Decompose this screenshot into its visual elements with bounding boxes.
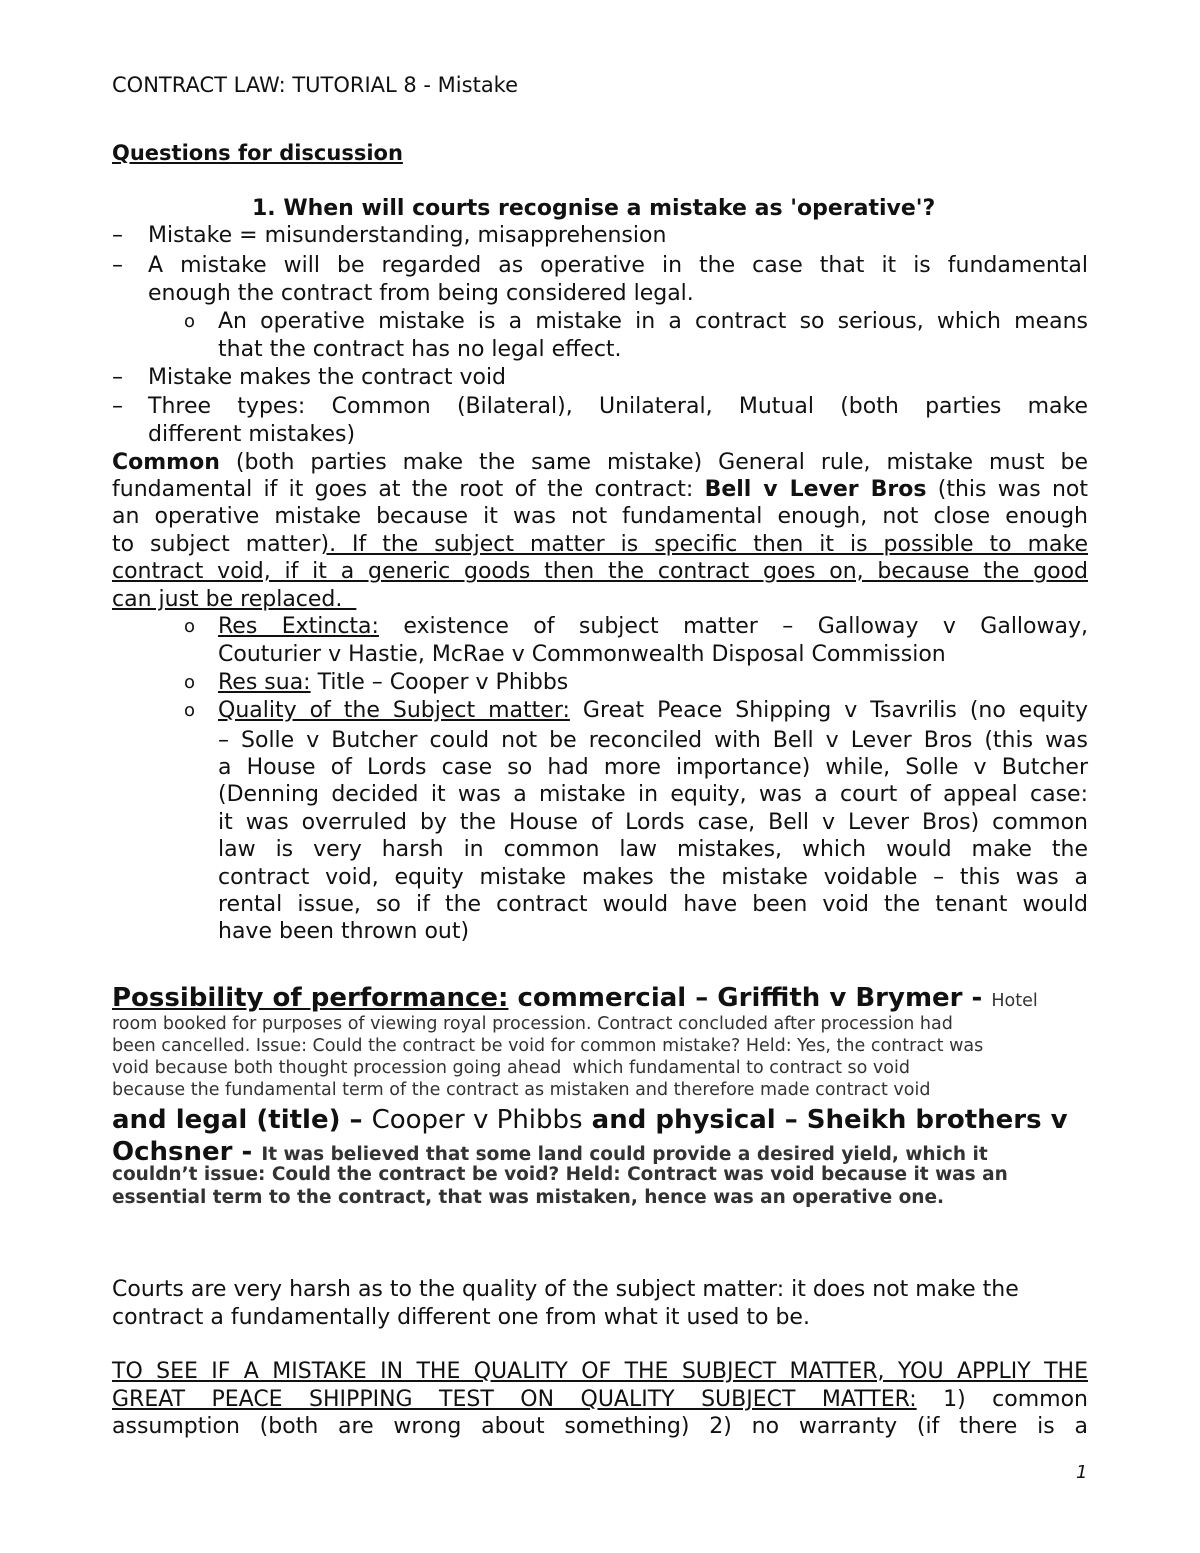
common-paragraph-line: Common (both parties make the same mistake) General rule, mistake must be bbox=[112, 450, 1088, 475]
bullet-text: Three types: Common (Bilateral), Unilateral, Mutual (both parties make bbox=[148, 394, 1088, 419]
performance-text: void because both thought procession going ahead which fundamental to contract so void bbox=[112, 1058, 910, 1078]
common-paragraph-line: to subject matter). If the subject matter is specific then it is possible to make bbox=[112, 532, 1088, 557]
bullet-text: A mistake will be regarded as operative in the case that it is fundamental bbox=[148, 253, 1088, 278]
bullet-text: Mistake = misunderstanding, misapprehension bbox=[148, 223, 667, 248]
bullet-dash: – bbox=[112, 223, 123, 248]
bullet-text: different mistakes) bbox=[148, 422, 356, 447]
performance-line: essential term to the contract, that was mistaken, hence was an operative one. bbox=[112, 1187, 945, 1208]
performance-line: couldn’t issue: Could the contract be void? Held: Contract was void because it was an bbox=[112, 1164, 1008, 1185]
quality-line: it was overruled by the House of Lords case, Bell v Lever Bros) common bbox=[218, 810, 1088, 835]
document-title: CONTRACT LAW: TUTORIAL 8 - Mistake bbox=[112, 73, 519, 97]
quality-line: contract void, equity mistake makes the mistake voidable – this was a bbox=[218, 865, 1088, 890]
performance-text: because the fundamental term of the contract as mistaken and therefore made contract void bbox=[112, 1080, 931, 1100]
quality-line: law is very harsh in common law mistakes, which would make the bbox=[218, 837, 1088, 862]
performance-text: been cancelled. Issue: Could the contract be void for common mistake? Held: Yes, the contract was bbox=[112, 1036, 984, 1056]
res-sua-line: Res sua: Title – Cooper v Phibbs bbox=[218, 670, 569, 695]
sub-bullet-marker: o bbox=[184, 311, 196, 332]
performance-line: and legal (title) – Cooper v Phibbs and physical – Sheikh brothers v bbox=[112, 1105, 1068, 1135]
quality-line: Quality of the Subject matter: Great Peace Shipping v Tsavrilis (no equity bbox=[218, 698, 1089, 723]
common-paragraph-line: fundamental if it goes at the root of the contract: Bell v Lever Bros (this was not bbox=[112, 477, 1089, 502]
test-paragraph-line: assumption (both are wrong about something) 2) no warranty (if there is a bbox=[112, 1414, 1088, 1439]
res-extincta-line: Res Extincta: existence of subject matter – Galloway v Galloway, bbox=[218, 614, 1088, 639]
performance-text: room booked for purposes of viewing royal procession. Contract concluded after procession had bbox=[112, 1014, 953, 1034]
bullet-text: Mistake makes the contract void bbox=[148, 365, 507, 390]
sub-bullet-marker: o bbox=[184, 616, 196, 637]
section-heading: Questions for discussion bbox=[112, 141, 403, 165]
sub-bullet-text: that the contract has no legal effect. bbox=[218, 337, 622, 362]
res-extincta-line: Couturier v Hastie, McRae v Commonwealth Disposal Commission bbox=[218, 642, 946, 667]
quality-line: have been thrown out) bbox=[218, 919, 470, 944]
sub-bullet-text: An operative mistake is a mistake in a contract so serious, which means bbox=[218, 309, 1088, 334]
quality-line: – Solle v Butcher could not be reconciled with Bell v Lever Bros (this was bbox=[218, 728, 1088, 753]
bullet-dash: – bbox=[112, 365, 123, 390]
performance-line: Ochsner - It was believed that some land could provide a desired yield, which it bbox=[112, 1137, 988, 1167]
common-paragraph-line: contract void, if it a generic goods then the contract goes on, because the good bbox=[112, 559, 1088, 584]
question-1-title: 1. When will courts recognise a mistake as 'operative'? bbox=[252, 196, 936, 221]
sub-bullet-marker: o bbox=[184, 700, 196, 721]
test-paragraph-line: TO SEE IF A MISTAKE IN THE QUALITY OF THE SUBJECT MATTER, YOU APPLIY THE bbox=[112, 1359, 1088, 1384]
test-paragraph-line: GREAT PEACE SHIPPING TEST ON QUALITY SUBJECT MATTER: 1) common bbox=[112, 1387, 1088, 1412]
bullet-dash: – bbox=[112, 253, 123, 278]
common-paragraph-line: can just be replaced. bbox=[112, 587, 357, 612]
quality-line: rental issue, so if the contract would have been void the tenant would bbox=[218, 892, 1088, 917]
quality-line: a House of Lords case so had more importance) while, Solle v Butcher bbox=[218, 755, 1088, 780]
performance-heading: Possibility of performance: commercial – Griffith v Brymer - Hotel bbox=[112, 983, 1038, 1013]
common-paragraph-line: an operative mistake because it was not fundamental enough, not close enough bbox=[112, 504, 1088, 529]
page-number: 1 bbox=[1076, 1462, 1088, 1483]
harsh-paragraph-line: Courts are very harsh as to the quality of the subject matter: it does not make the bbox=[112, 1277, 1019, 1302]
harsh-paragraph-line: contract a fundamentally different one from what it used to be. bbox=[112, 1305, 810, 1330]
bullet-dash: – bbox=[112, 394, 123, 419]
bullet-text: enough the contract from being considered legal. bbox=[148, 281, 694, 306]
sub-bullet-marker: o bbox=[184, 672, 196, 693]
quality-line: (Denning decided it was a mistake in equity, was a court of appeal case: bbox=[218, 782, 1088, 807]
